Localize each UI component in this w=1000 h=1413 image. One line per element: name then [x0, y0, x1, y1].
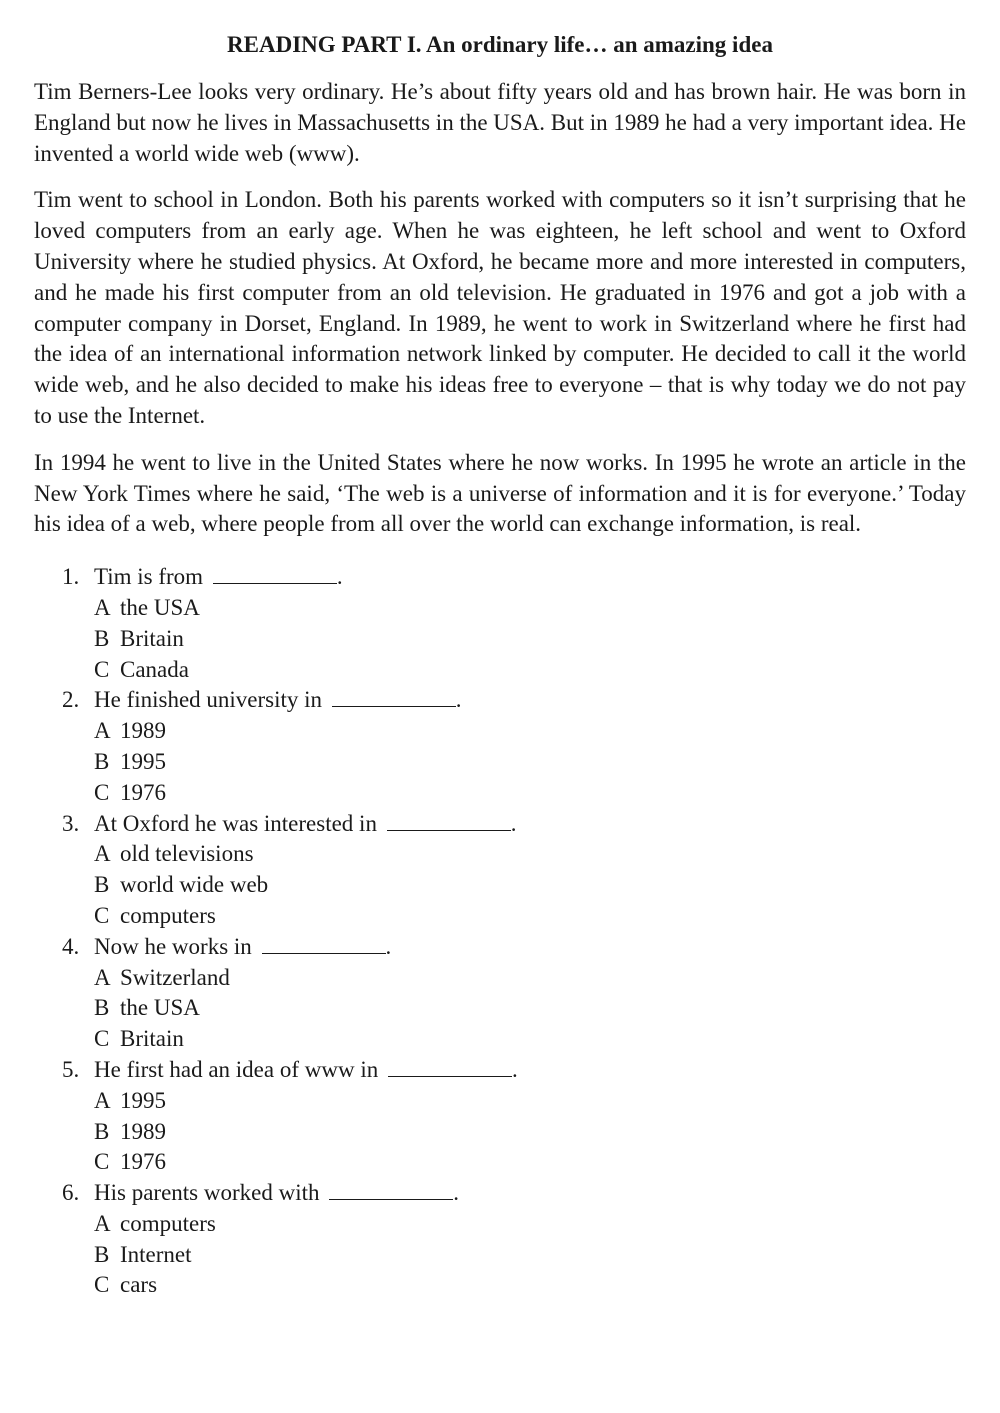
- paragraph-2: Tim went to school in London. Both his parents worked with computers so it isn’t surprising that he loved computers from an early age. When he was eighteen, he left school and went to Oxford University where he studied physics. At Oxford, he became more and more interested in computers, and he made his first computer from an old television. He graduated in 1976 and got a job with a computer company in Dorset, England. In 1989, he went to work in Switzerland where he first had the idea of an international information network linked by computer. He decided to call it the world wide web, and he also decided to make his ideas free to everyone – that is why today we do not pay to use the Internet.: [34, 187, 966, 428]
- question-end: .: [511, 1056, 518, 1082]
- question-text: Now he works in: [94, 933, 252, 959]
- option-c[interactable]: C 1976: [94, 1149, 166, 1175]
- question-text: His parents worked with: [94, 1180, 320, 1206]
- option-b[interactable]: B the USA: [94, 995, 200, 1021]
- question-4: [34, 932, 966, 1055]
- question-end: .: [336, 564, 343, 590]
- question-stem: [34, 809, 966, 840]
- answer-blank[interactable]: [262, 933, 386, 954]
- option-a[interactable]: A 1995: [94, 1087, 166, 1113]
- question-stem: [34, 562, 966, 593]
- option-c[interactable]: C 1976: [94, 779, 166, 805]
- question-text: Tim is from: [94, 564, 204, 590]
- question-end: .: [385, 933, 392, 959]
- question-stem: [34, 932, 966, 963]
- question-1: [34, 562, 966, 685]
- question-list: [34, 562, 966, 1301]
- question-text: He first had an idea of www in: [94, 1056, 379, 1082]
- question-5: [34, 1055, 966, 1178]
- option-a[interactable]: A old televisions: [94, 841, 254, 867]
- question-3: [34, 809, 966, 932]
- worksheet-page: [34, 30, 966, 1301]
- option-b[interactable]: B 1995: [94, 748, 166, 774]
- question-number: 1.: [62, 564, 80, 590]
- answer-blank[interactable]: [332, 686, 456, 707]
- question-text: At Oxford he was interested in: [94, 810, 377, 836]
- answer-blank[interactable]: [387, 810, 511, 831]
- question-end: .: [455, 687, 462, 713]
- option-a[interactable]: A computers: [94, 1210, 216, 1236]
- question-end: .: [453, 1180, 459, 1206]
- question-stem: [34, 1178, 966, 1209]
- question-2: [34, 685, 966, 808]
- option-b[interactable]: B world wide web: [94, 872, 269, 898]
- question-number: 3.: [62, 810, 80, 836]
- answer-blank[interactable]: [213, 563, 337, 584]
- option-c[interactable]: C computers: [94, 902, 216, 928]
- question-text: He finished university in: [94, 687, 323, 713]
- question-stem: [34, 1055, 966, 1086]
- option-a[interactable]: A 1989: [94, 718, 166, 744]
- paragraph-3: In 1994 he went to live in the United States where he now works. In 1995 he wrote an article in the New York Times where he said, ‘The web is a universe of information and it is for everyone.’ Today his idea of a web, where people from all over the world can exchange information, is real.: [34, 449, 966, 537]
- option-b[interactable]: B Internet: [94, 1241, 192, 1267]
- question-stem: [34, 685, 966, 716]
- question-number: 6.: [62, 1180, 80, 1206]
- page-title: READING PART I. An ordinary life… an amazing idea: [227, 32, 773, 57]
- question-6: [34, 1178, 966, 1301]
- option-a[interactable]: A the USA: [94, 594, 200, 620]
- option-c[interactable]: C Canada: [94, 656, 189, 682]
- answer-blank[interactable]: [388, 1056, 512, 1077]
- question-number: 4.: [62, 933, 80, 959]
- question-end: .: [510, 810, 517, 836]
- question-number: 2.: [62, 687, 80, 713]
- option-a[interactable]: A Switzerland: [94, 964, 230, 990]
- answer-blank[interactable]: [329, 1179, 453, 1200]
- question-number: 5.: [62, 1056, 80, 1082]
- option-c[interactable]: C cars: [94, 1272, 158, 1298]
- option-b[interactable]: B Britain: [94, 625, 184, 651]
- option-b[interactable]: B 1989: [94, 1118, 166, 1144]
- option-c[interactable]: C Britain: [94, 1026, 184, 1052]
- paragraph-1: Tim Berners-Lee looks very ordinary. He’s about fifty years old and has brown hair. He was born in England but now he lives in Massachusetts in the USA. But in 1989 he had a very important idea. He invented a world wide web (www).: [34, 79, 966, 166]
